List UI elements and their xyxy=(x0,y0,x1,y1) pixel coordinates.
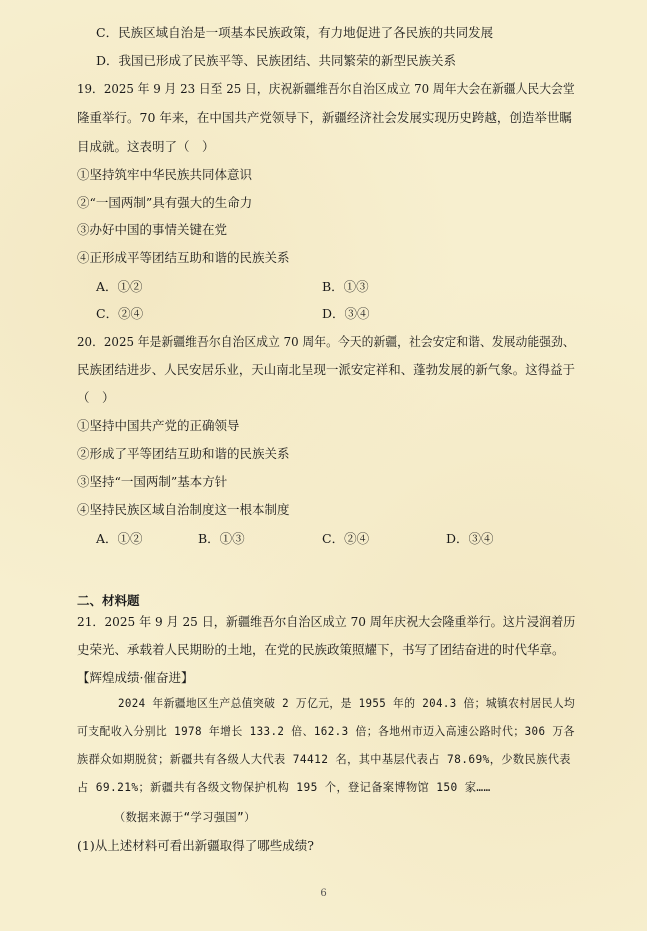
q19-stem-line3: 目成就。这表明了（ ） xyxy=(77,139,215,154)
q20-item-1: ①坚持中国共产党的正确领导 xyxy=(77,418,240,433)
q19-stem-line1: 19．2025 年 9 月 23 日至 25 日，庆祝新疆维吾尔自治区成立 70 周年大会在新疆人民大会堂 xyxy=(77,81,575,96)
q20-option-d[interactable]: D．③④ xyxy=(446,531,494,546)
q19-option-c[interactable]: C．②④ xyxy=(96,306,144,321)
q20-option-c[interactable]: C．②④ xyxy=(322,531,370,546)
material-line2: 可支配收入分别比 1978 年增长 133.2 倍、162.3 倍；各地州市迈入高速公路时代；306 万各 xyxy=(77,725,575,738)
q18-option-c: C．民族区域自治是一项基本民族政策，有力地促进了各民族的共同发展 xyxy=(96,25,494,40)
q19-option-b[interactable]: B．①③ xyxy=(322,279,369,294)
section-heading: 二、材料题 xyxy=(77,593,140,608)
q20-stem-line2: 民族团结进步、人民安居乐业，天山南北呈现一派安定祥和、蓬勃发展的新气象。这得益于 xyxy=(77,362,576,377)
material-source: （数据来源于“学习强国”） xyxy=(114,811,256,824)
q21-stem-line1: 21．2025 年 9 月 25 日，新疆维吾尔自治区成立 70 周年庆祝大会隆重举行。这片浸润着历 xyxy=(77,614,576,629)
q21-question1: (1)从上述材料可看出新疆取得了哪些成绩? xyxy=(77,838,314,853)
page-number: 6 xyxy=(320,888,327,899)
q20-stem-line3: （ ） xyxy=(77,390,115,405)
q19-item-4: ④正形成平等团结互助和谐的民族关系 xyxy=(77,250,290,265)
q20-stem-line1: 20．2025 年是新疆维吾尔自治区成立 70 周年。今天的新疆，社会安定和谐、发展动能强劲、 xyxy=(77,334,575,349)
material-line1: 2024 年新疆地区生产总值突破 2 万亿元，是 1955 年的 204.3 倍；城镇农村居民人均 xyxy=(118,697,576,710)
q19-item-3: ③办好中国的事情关键在党 xyxy=(77,222,228,237)
q19-option-d[interactable]: D．③④ xyxy=(322,306,370,321)
q20-option-a[interactable]: A．①② xyxy=(96,531,143,546)
q19-option-a[interactable]: A．①② xyxy=(96,279,143,294)
q20-option-b[interactable]: B．①③ xyxy=(198,531,245,546)
material-line3: 族群众如期脱贫；新疆共有各级人大代表 74412 名，其中基层代表占 78.69%，少数民族代表 xyxy=(77,753,571,766)
q19-stem-line2: 隆重举行。70 年来，在中国共产党领导下，新疆经济社会发展实现历史跨越，创造举世瞩 xyxy=(77,110,572,125)
material-line4: 占 69.21%；新疆共有各级文物保护机构 195 个，登记备案博物馆 150 家…… xyxy=(77,781,491,794)
q18-option-d: D．我国已形成了民族平等、民族团结、共同繁荣的新型民族关系 xyxy=(96,53,457,68)
q20-item-3: ③坚持“一国两制”基本方针 xyxy=(77,474,228,489)
q19-item-1: ①坚持筑牢中华民族共同体意识 xyxy=(77,167,253,182)
q21-stem-line2: 史荣光、承载着人民期盼的土地，在党的民族政策照耀下，书写了团结奋进的时代华章。 xyxy=(77,642,565,657)
q21-subheading: 【辉煌成绩·催奋进】 xyxy=(77,670,194,685)
q19-item-2: ②“一国两制”具有强大的生命力 xyxy=(77,195,253,210)
q20-item-2: ②形成了平等团结互助和谐的民族关系 xyxy=(77,446,290,461)
q20-item-4: ④坚持民族区域自治制度这一根本制度 xyxy=(77,502,290,517)
